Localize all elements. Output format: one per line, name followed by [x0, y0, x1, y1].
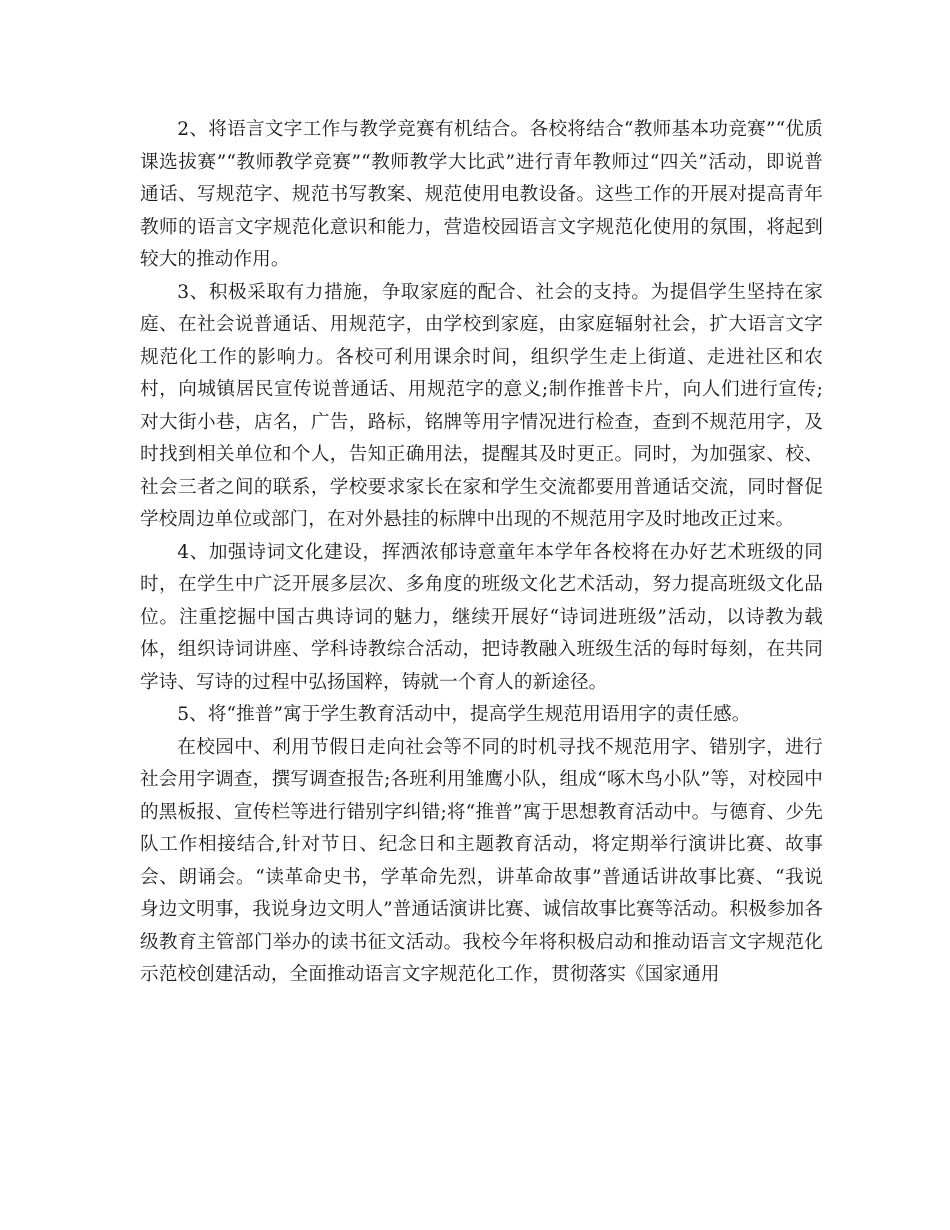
document-body — [140, 114, 823, 992]
paragraph-5-putonghua-education: 5、将“推普”寓于学生教育活动中，提高学生规范用语用字的责任感。 — [177, 704, 751, 725]
paragraph-2-teaching-competition: 2、将语言文字工作与教学竞赛有机结合。各校将结合“教师基本功竞赛”“优质课选拔赛”“教师教学竞赛”“教师教学大比武”进行青年教师过“四关”活动，即说普通话、写规范字、规范书写教案、规范使用电教设备。这些工作的开展对提高青年教师的语言文字规范化意识和能力，营造校园语言文字规范化使用的氛围，将起到较大的推动作用。 — [140, 119, 823, 270]
paragraph-4-poetry-culture: 4、加强诗词文化建设，挥洒浓郁诗意童年本学年各校将在办好艺术班级的同时，在学生中广泛开展多层次、多角度的班级文化艺术活动，努力提高班级文化品位。注重挖掘中国古典诗词的魅力，继续开展好“诗词进班级”活动，以诗教为载体，组织诗词讲座、学科诗教综合活动，把诗教融入班级生活的每时每刻，在共同学诗、写诗的过程中弘扬国粹，铸就一个育人的新途径。 — [140, 541, 823, 693]
paragraph-3-family-society-support: 3、积极采取有力措施，争取家庭的配合、社会的支持。为提倡学生坚持在家庭、在社会说普通话、用规范字，由学校到家庭，由家庭辐射社会，扩大语言文字规范化工作的影响力。各校可利用课余时间，组织学生走上街道、走进社区和农村，向城镇居民宣传说普通话、用规范字的意义;制作推普卡片，向人们进行宣传;对大街小巷，店名，广告，路标，铭牌等用字情况进行检查，查到不规范用字，及时找到相关单位和个人，告知正确用法，提醒其及时更正。同时，为加强家、校、社会三者之间的联系，学校要求家长在家和学生交流都要用普通话交流，同时督促学校周边单位或部门，在对外悬挂的标牌中出现的不规范用字及时地改正过来。 — [140, 281, 823, 530]
paragraph-campus-activities: 在校园中、利用节假日走向社会等不同的时机寻找不规范用字、错别字，进行社会用字调查，撰写调查报告;各班利用雏鹰小队，组成“啄木鸟小队”等，对校园中的黑板报、宣传栏等进行错别字纠错;将“推普”寓于思想教育活动中。与德育、少先队工作相接结合,针对节日、纪念日和主题教育活动，将定期举行演讲比赛、故事会、朗诵会。“读革命史书，学革命先烈，讲革命故事”普通话讲故事比赛、“我说身边文明事，我说身边文明人”普通话演讲比赛、诚信故事比赛等活动。积极参加各级教育主管部门举办的读书征文活动。我校今年将积极启动和推动语言文字规范化示范校创建活动，全面推动语言文字规范化工作，贯彻落实《国家通用 — [140, 736, 823, 985]
